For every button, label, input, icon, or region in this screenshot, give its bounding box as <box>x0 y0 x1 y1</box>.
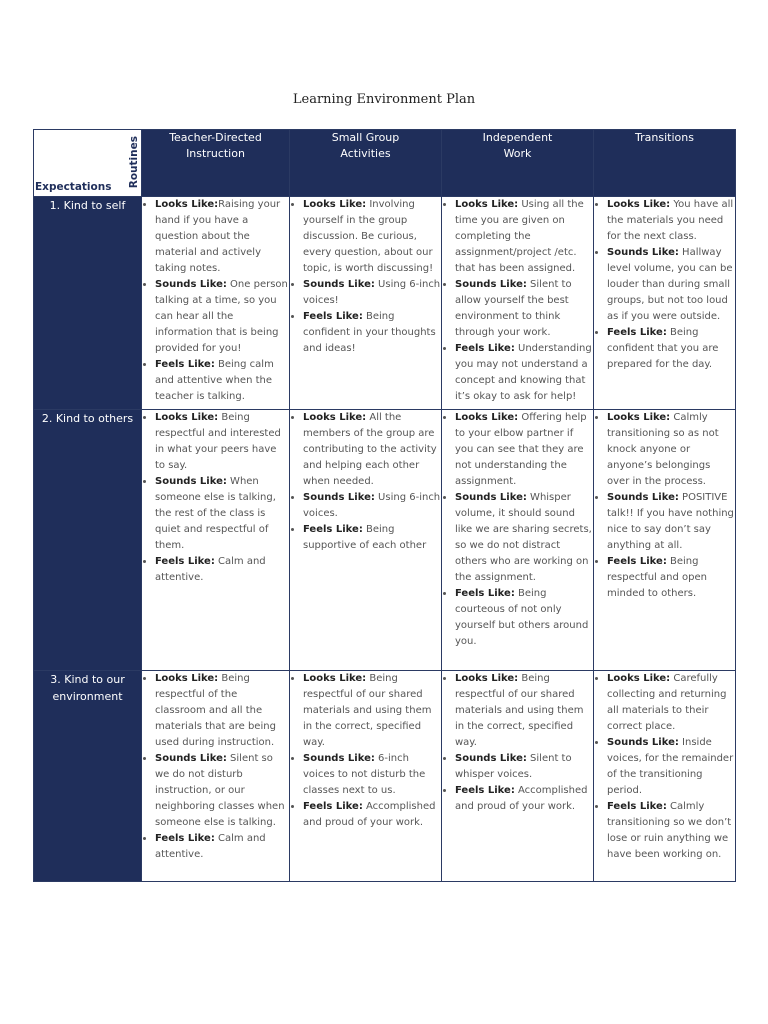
table-cell <box>442 671 594 882</box>
item-text: Being supportive of each other <box>303 524 427 551</box>
list-item <box>455 783 593 815</box>
item-key: Looks Like: <box>607 412 671 423</box>
row-header-line: environment <box>52 690 123 703</box>
list-item <box>455 277 593 341</box>
item-text: When someone else is talking, the rest of the class is quiet and respectful of them. <box>155 476 276 551</box>
column-header-line: Instruction <box>186 147 245 160</box>
item-key: Looks Like: <box>303 412 367 423</box>
item-key: Sounds Like: <box>303 279 375 290</box>
list-item <box>303 799 441 831</box>
item-key: Feels Like: <box>607 327 667 338</box>
list-item <box>607 245 735 325</box>
item-text: Raising your hand if you have a question about the material and actively taking notes. <box>155 199 281 274</box>
header-row <box>34 130 736 197</box>
table-row <box>34 671 736 882</box>
item-text: Calm and attentive. <box>155 833 266 860</box>
table-cell <box>594 410 736 671</box>
item-text: Calmly transitioning so we don’t lose or ruin anything we have been working on. <box>607 801 732 860</box>
column-header-transitions <box>594 130 736 197</box>
item-key: Feels Like: <box>455 343 515 354</box>
item-text: Silent so we do not disturb instruction, or our neighboring classes when someone else is talking. <box>155 753 285 828</box>
list-item <box>607 197 735 245</box>
table-row <box>34 197 736 410</box>
item-key: Looks Like: <box>155 673 219 684</box>
item-key: Feels Like: <box>607 556 667 567</box>
table-cell <box>290 671 442 882</box>
bullet-list <box>142 671 289 863</box>
item-key: Sounds Like: <box>455 279 527 290</box>
list-item <box>303 751 441 799</box>
item-key: Looks Like: <box>455 673 519 684</box>
item-text: Being calm and attentive when the teacher is talking. <box>155 359 274 402</box>
table-cell <box>442 410 594 671</box>
list-item <box>155 357 289 405</box>
table-cell <box>442 197 594 410</box>
column-header-independent-work <box>442 130 594 197</box>
list-item <box>455 341 593 405</box>
list-item <box>155 197 289 277</box>
row-header <box>34 410 142 671</box>
item-text: Being respectful of our shared materials and using them in the correct, specified way. <box>455 673 584 748</box>
item-text: Being respectful of the classroom and all the materials that are being used during instruction. <box>155 673 276 748</box>
list-item <box>303 277 441 309</box>
list-item <box>455 586 593 650</box>
item-key: Looks Like: <box>155 199 219 210</box>
item-text: Calmly transitioning so as not knock anyone or anyone’s belongings over in the process. <box>607 412 719 487</box>
table-row <box>34 410 736 671</box>
bullet-list <box>442 671 593 815</box>
bullet-list <box>442 410 593 650</box>
item-text: Being courteous of not only yourself but others around you. <box>455 588 589 647</box>
item-text: Offering help to your elbow partner if you can see that they are not understanding the assignment. <box>455 412 587 487</box>
item-text: Being respectful and interested in what your peers have to say. <box>155 412 281 471</box>
list-item <box>303 309 441 357</box>
item-key: Feels Like: <box>303 801 363 812</box>
list-item <box>607 325 735 373</box>
table-cell <box>290 197 442 410</box>
table-cell <box>142 410 290 671</box>
list-item <box>303 490 441 522</box>
list-item <box>155 277 289 357</box>
column-header-line: Transitions <box>635 131 694 144</box>
list-item <box>155 671 289 751</box>
column-header-line: Teacher-Directed <box>169 131 262 144</box>
row-header-line: 3. Kind to our <box>50 673 125 686</box>
bullet-list <box>290 197 441 357</box>
column-header-small-group <box>290 130 442 197</box>
item-text: Understanding you may not understand a concept and knowing that it’s okay to ask for help! <box>455 343 592 402</box>
item-text: You have all the materials you need for the next class. <box>607 199 734 242</box>
item-text: Being respectful of our shared materials and using them in the correct, specified way. <box>303 673 432 748</box>
item-text: Being respectful and open minded to others. <box>607 556 707 599</box>
expectations-label: Expectations <box>35 181 112 193</box>
bullet-list <box>142 197 289 405</box>
list-item <box>455 671 593 751</box>
item-text: Accomplished and proud of your work. <box>303 801 436 828</box>
item-key: Looks Like: <box>303 199 367 210</box>
table-cell <box>290 410 442 671</box>
item-key: Sounds Like: <box>303 492 375 503</box>
table-cell <box>594 197 736 410</box>
item-key: Feels Like: <box>607 801 667 812</box>
item-key: Sounds Like: <box>455 492 527 503</box>
item-text: Using 6-inch voices. <box>303 492 441 519</box>
table-cell <box>594 671 736 882</box>
item-key: Looks Like: <box>455 412 519 423</box>
list-item <box>303 522 441 554</box>
learning-plan-table <box>33 129 736 882</box>
row-header-line: 2. Kind to others <box>41 412 134 425</box>
list-item <box>607 490 735 554</box>
list-item <box>607 799 735 863</box>
item-key: Looks Like: <box>607 673 671 684</box>
corner-cell <box>34 130 142 197</box>
table-cell <box>142 671 290 882</box>
item-key: Feels Like: <box>303 524 363 535</box>
bullet-list <box>290 410 441 554</box>
item-text: Whisper volume, it should sound like we are sharing secrets, so we do not distract others who are working on the assignment. <box>455 492 592 583</box>
item-key: Feels Like: <box>155 359 215 370</box>
table-cell <box>142 197 290 410</box>
item-key: Sounds Like: <box>303 753 375 764</box>
list-item <box>607 410 735 490</box>
item-text: Hallway level volume, you can be louder than during small groups, but not too loud as if you were outside. <box>607 247 733 322</box>
item-key: Sounds Like: <box>607 247 679 258</box>
item-text: Silent to whisper voices. <box>455 753 572 780</box>
item-text: Using 6-inch voices! <box>303 279 441 306</box>
list-item <box>607 671 735 735</box>
item-key: Looks Like: <box>607 199 671 210</box>
item-key: Sounds Like: <box>607 737 679 748</box>
list-item <box>455 490 593 586</box>
row-header <box>34 671 142 882</box>
item-key: Feels Like: <box>455 588 515 599</box>
list-item <box>155 474 289 554</box>
item-key: Sounds Like: <box>155 476 227 487</box>
item-text: One person talking at a time, so you can hear all the information that is being provided for you! <box>155 279 288 354</box>
item-text: 6-inch voices to not disturb the classes next to us. <box>303 753 426 796</box>
item-key: Sounds Like: <box>607 492 679 503</box>
routines-label: Routines <box>128 136 140 189</box>
column-header-line: Work <box>503 147 532 160</box>
item-text: Being confident that you are prepared for the day. <box>607 327 719 370</box>
column-header-line: Small Group <box>331 131 400 144</box>
item-text: POSITIVE talk!! If you have nothing nice to say don’t say anything at all. <box>607 492 734 551</box>
list-item <box>455 410 593 490</box>
list-item <box>455 197 593 277</box>
item-key: Looks Like: <box>455 199 519 210</box>
list-item <box>303 197 441 277</box>
list-item <box>155 831 289 863</box>
row-header-line: 1. Kind to self <box>49 199 126 212</box>
item-key: Feels Like: <box>455 785 515 796</box>
list-item <box>607 735 735 799</box>
item-key: Looks Like: <box>303 673 367 684</box>
bullet-list <box>594 197 735 373</box>
item-text: Using all the time you are given on completing the assignment/project /etc. that has been assigned. <box>455 199 584 274</box>
item-text: Being confident in your thoughts and ideas! <box>303 311 436 354</box>
bullet-list <box>594 410 735 602</box>
item-text: Inside voices, for the remainder of the transitioning period. <box>607 737 734 796</box>
column-header-line: Activities <box>340 147 391 160</box>
list-item <box>155 554 289 586</box>
item-text: Silent to allow yourself the best environment to think through your work. <box>455 279 572 338</box>
item-text: Calm and attentive. <box>155 556 266 583</box>
list-item <box>155 410 289 474</box>
page-title: Learning Environment Plan <box>292 92 476 107</box>
item-text: Involving yourself in the group discussion. Be curious, every question, about our topic, is worth discussing! <box>303 199 434 274</box>
list-item <box>155 751 289 831</box>
row-header <box>34 197 142 410</box>
bullet-list <box>142 410 289 586</box>
list-item <box>303 410 441 490</box>
item-key: Feels Like: <box>303 311 363 322</box>
item-key: Sounds Like: <box>455 753 527 764</box>
item-key: Feels Like: <box>155 833 215 844</box>
list-item <box>607 554 735 602</box>
list-item <box>455 751 593 783</box>
item-key: Feels Like: <box>155 556 215 567</box>
list-item <box>303 671 441 751</box>
column-header-teacher-directed <box>142 130 290 197</box>
item-key: Sounds Like: <box>155 279 227 290</box>
item-text: All the members of the group are contributing to the activity and helping each other when needed. <box>303 412 437 487</box>
item-key: Sounds Like: <box>155 753 227 764</box>
item-key: Looks Like: <box>155 412 219 423</box>
item-text: Carefully collecting and returning all materials to their correct place. <box>607 673 727 732</box>
bullet-list <box>594 671 735 863</box>
item-text: Accomplished and proud of your work. <box>455 785 588 812</box>
bullet-list <box>290 671 441 831</box>
column-header-line: Independent <box>482 131 553 144</box>
bullet-list <box>442 197 593 405</box>
